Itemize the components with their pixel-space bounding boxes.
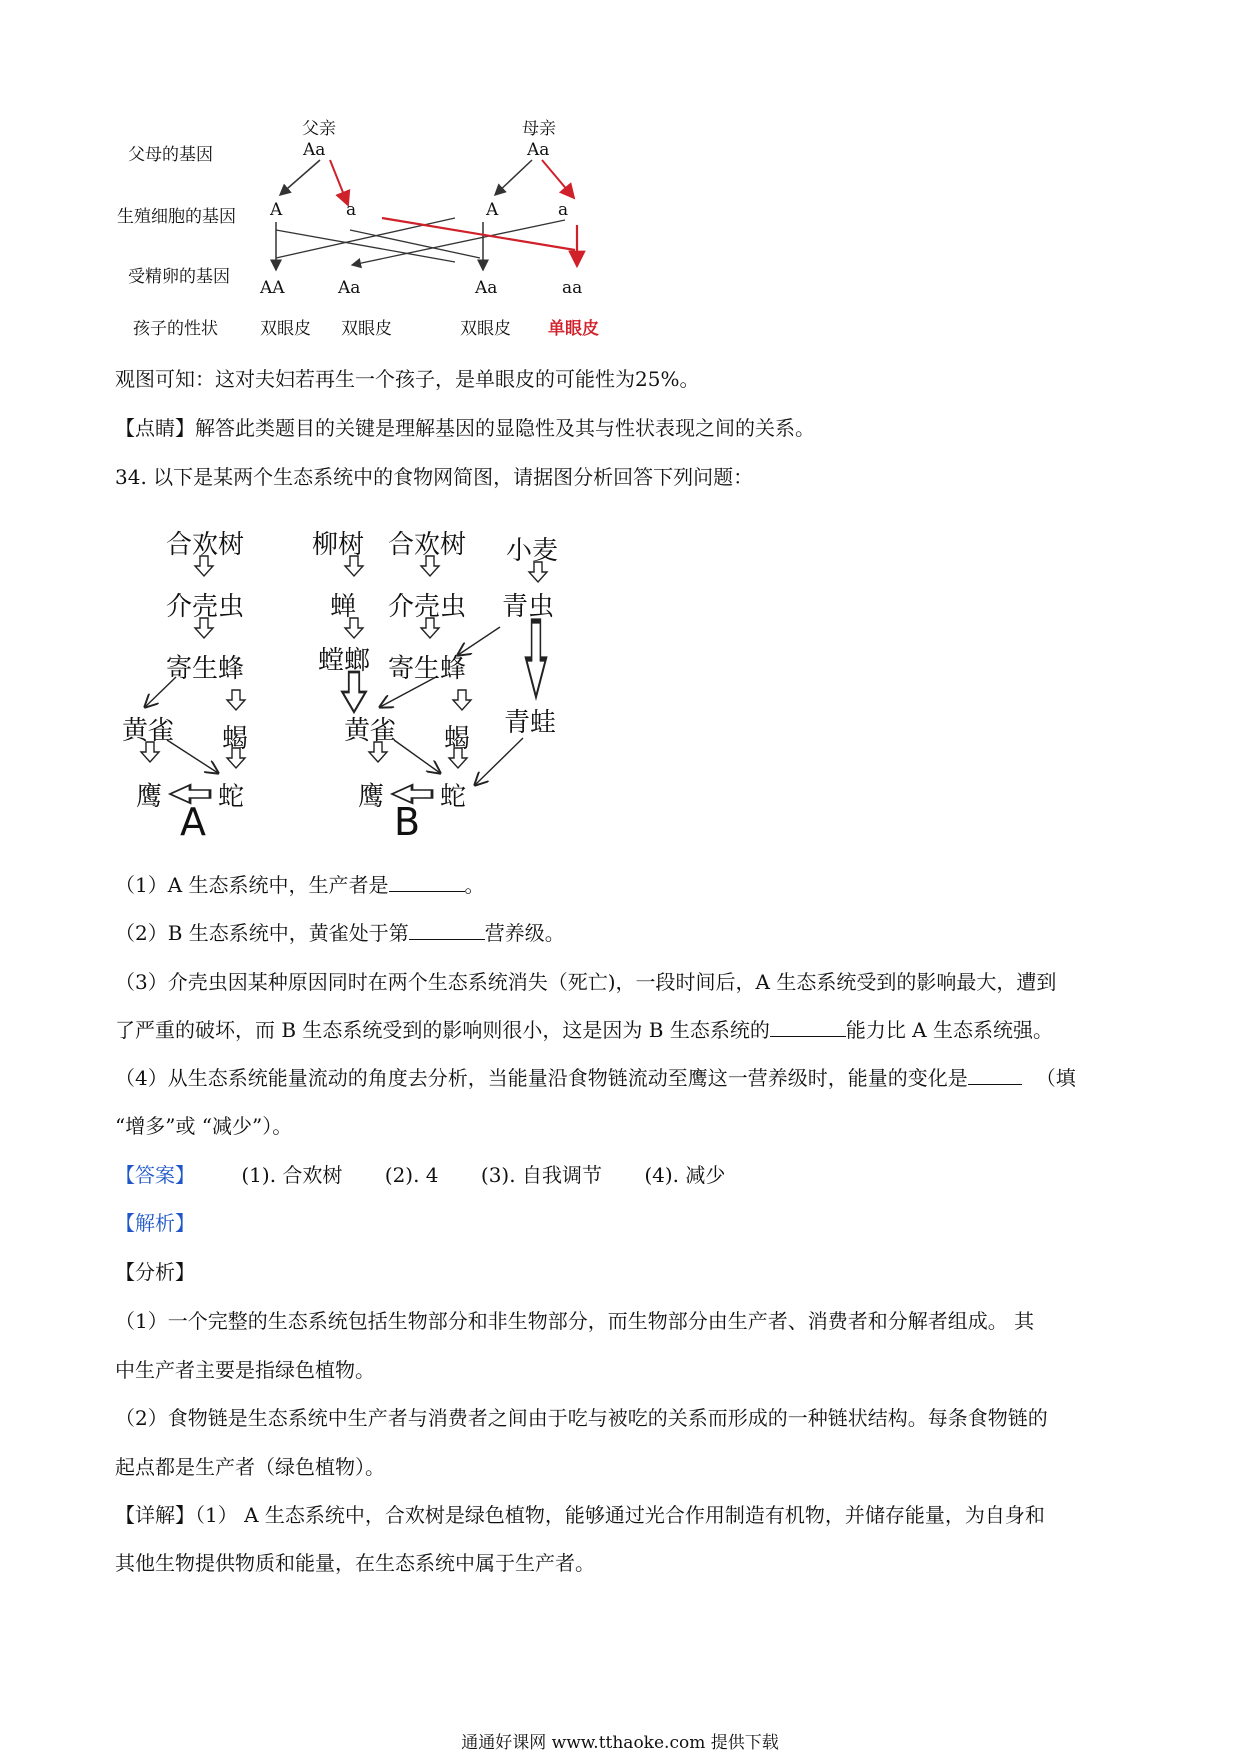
sub-question-4-line1 xyxy=(115,1063,1076,1093)
gamete-mother-A: A xyxy=(486,200,499,220)
q1-blank xyxy=(389,871,465,892)
fw-b-ying: 鹰 xyxy=(358,782,385,812)
sub-question-2 xyxy=(115,918,565,948)
zygote-3: Aa xyxy=(475,278,498,298)
food-web-arrows xyxy=(0,0,1240,860)
detail-tag: 【详解】 xyxy=(115,1503,195,1527)
fw-b-liushu: 柳树 xyxy=(312,530,365,560)
q2-end: 营养级。 xyxy=(484,921,565,945)
fw-b-qingwa: 青蛙 xyxy=(504,708,557,738)
gamete-father-A: A xyxy=(270,200,283,220)
q4-fill-hint: （填 xyxy=(1035,1066,1076,1090)
sub-question-1 xyxy=(115,870,485,900)
analysis-1-line2: 中生产者主要是指绿色植物。 xyxy=(115,1358,375,1382)
mother-label: 母亲 xyxy=(522,119,556,139)
dianjing-tag: 【点睛】 xyxy=(115,416,195,440)
q3-end: 能力比 A 生态系统强。 xyxy=(845,1018,1053,1042)
fw-a-jieqiaochong: 介壳虫 xyxy=(166,592,245,622)
trait-2: 双眼皮 xyxy=(341,319,392,339)
fw-b-tanglang: 螳螂 xyxy=(318,646,371,676)
fw-a-jishengfeng: 寄生蜂 xyxy=(166,654,245,684)
fw-label-b: B xyxy=(394,800,421,844)
fw-b-she: 蛇 xyxy=(440,782,467,812)
fw-a-huangque: 黄雀 xyxy=(122,716,175,746)
fw-a-xie: 蝎 xyxy=(222,724,249,754)
row-label-gamete-genes: 生殖细胞的基因 xyxy=(117,207,236,227)
answer-tag: 【答案】 xyxy=(115,1163,195,1187)
row-label-zygote-genes: 受精卵的基因 xyxy=(128,267,230,287)
answer-2: (2). 4 xyxy=(384,1163,439,1187)
trait-1: 双眼皮 xyxy=(260,319,311,339)
sub-question-4-line2: “增多”或 “减少”）。 xyxy=(115,1114,293,1138)
page-footer: 通通好课网 www.tthaoke.com 提供下载 xyxy=(461,1733,779,1753)
fw-b-xiaomai: 小麦 xyxy=(506,536,559,566)
analysis-1-line1: （1）一个完整的生态系统包括生物部分和非生物部分，而生物部分由生产者、消费者和分解者组成。 其 xyxy=(115,1309,1035,1333)
q3-blank xyxy=(770,1016,846,1037)
question-34: 34. 以下是某两个生态系统中的食物网简图，请据图分析回答下列问题： xyxy=(115,465,754,489)
q3-text: 了严重的破坏，而 B 生态系统受到的影响则很小，这是因为 B 生态系统的 xyxy=(115,1018,770,1042)
zygote-2: Aa xyxy=(338,278,361,298)
fw-a-hehuanshu: 合欢树 xyxy=(166,530,245,560)
q1-end: 。 xyxy=(464,873,485,897)
analysis-2-line1: （2）食物链是生态系统中生产者与消费者之间由于吃与被吃的关系而形成的一种链状结构。每条食物链的 xyxy=(115,1406,1048,1430)
fw-b-xie: 蝎 xyxy=(444,724,471,754)
fw-b-chan: 蝉 xyxy=(330,592,357,622)
zygote-1: AA xyxy=(260,278,285,298)
q2-text: （2）B 生态系统中，黄雀处于第 xyxy=(115,921,409,945)
fw-b-jieqiaochong: 介壳虫 xyxy=(388,592,467,622)
q2-blank xyxy=(409,919,485,940)
fw-a-she: 蛇 xyxy=(218,782,245,812)
gamete-father-a: a xyxy=(346,200,357,220)
analysis-2-line2: 起点都是生产者（绿色植物）。 xyxy=(115,1455,385,1479)
father-label: 父亲 xyxy=(302,119,336,139)
fw-b-qingchong: 青虫 xyxy=(502,592,555,622)
answer-3: (3). 自我调节 xyxy=(480,1163,602,1187)
fw-label-a: A xyxy=(180,800,206,844)
detail-line1 xyxy=(115,1500,1045,1530)
row-label-parent-genes: 父母的基因 xyxy=(128,145,213,165)
zygote-4: aa xyxy=(562,278,583,298)
detail-body: （1） A 生态系统中，合欢树是绿色植物，能够通过光合作用制造有机物，并储存能量，为自身和 xyxy=(195,1503,1045,1527)
mother-genotype: Aa xyxy=(527,140,550,160)
father-genotype: Aa xyxy=(303,140,326,160)
answer-4: (4). 减少 xyxy=(644,1163,726,1187)
sub-question-3-line1: （3）介壳虫因某种原因同时在两个生态系统消失（死亡)，一段时间后，A 生态系统受到的影响最大，遭到 xyxy=(115,970,1057,994)
q1-text: （1）A 生态系统中，生产者是 xyxy=(115,873,389,897)
detail-line2: 其他生物提供物质和能量，在生态系统中属于生产者。 xyxy=(115,1551,595,1575)
fw-b-huangque: 黄雀 xyxy=(344,716,397,746)
fw-a-ying: 鹰 xyxy=(136,782,163,812)
dianjing-body: 解答此类题目的关键是理解基因的显隐性及其与性状表现之间的关系。 xyxy=(195,416,815,440)
answer-line xyxy=(115,1160,725,1190)
trait-3: 双眼皮 xyxy=(460,319,511,339)
conclusion-text: 观图可知：这对夫妇若再生一个孩子，是单眼皮的可能性为25%。 xyxy=(115,367,700,391)
row-label-child-trait: 孩子的性状 xyxy=(133,319,218,339)
gamete-mother-a: a xyxy=(558,200,569,220)
q4-blank xyxy=(968,1064,1022,1085)
fw-b-jishengfeng: 寄生蜂 xyxy=(388,654,467,684)
fenxi-tag: 【分析】 xyxy=(115,1260,195,1284)
q4-text: （4）从生态系统能量流动的角度去分析，当能量沿食物链流动至鹰这一营养级时，能量的变化是 xyxy=(115,1066,968,1090)
jiexi-tag: 【解析】 xyxy=(115,1211,195,1235)
fw-b-hehuanshu: 合欢树 xyxy=(388,530,467,560)
sub-question-3-line2 xyxy=(115,1015,1053,1045)
trait-4: 单眼皮 xyxy=(548,319,599,339)
answer-1: (1). 合欢树 xyxy=(241,1163,343,1187)
